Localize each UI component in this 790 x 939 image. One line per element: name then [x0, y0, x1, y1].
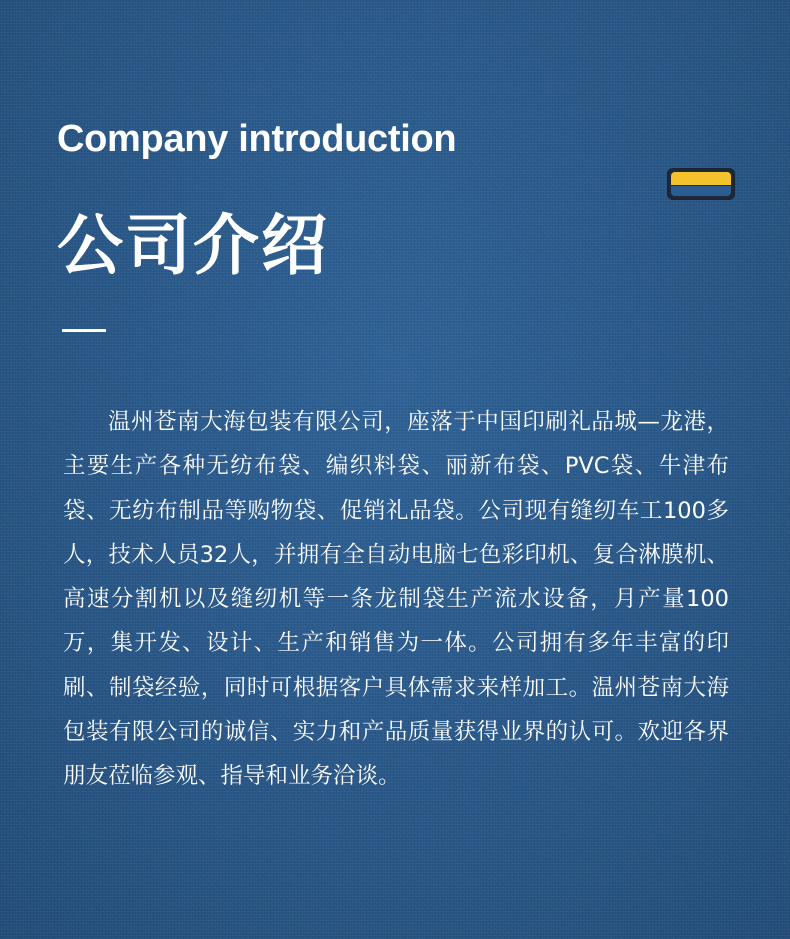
page-title-english: Company introduction: [57, 118, 457, 160]
title-divider: [62, 329, 106, 332]
badge-yellow-bar: [671, 172, 731, 185]
page-title-chinese: 公司介绍: [57, 207, 329, 284]
badge-blue-bar: [671, 186, 731, 196]
company-introduction-paragraph: 温州苍南大海包装有限公司，座落于中国印刷礼品城—龙港，主要生产各种无纺布袋、编织料袋、丽新布袋、PVC袋、牛津布袋、无纺布制品等购物袋、促销礼品袋。公司现有缝纫车工100多人，技术人员32人，并拥有全自动电脑七色彩印机、复合淋膜机、高速分割机以及缝纫机等一条龙制袋生产流水设备，月产量100万，集开发、设计、生产和销售为一体。公司拥有多年丰富的印刷、制袋经验，同时可根据客户具体需求来样加工。温州苍南大海包装有限公司的诚信、实力和产品质量获得业界的认可。欢迎各界朋友莅临参观、指导和业务洽谈。: [63, 409, 729, 790]
toggle-badge-icon: [667, 168, 735, 200]
